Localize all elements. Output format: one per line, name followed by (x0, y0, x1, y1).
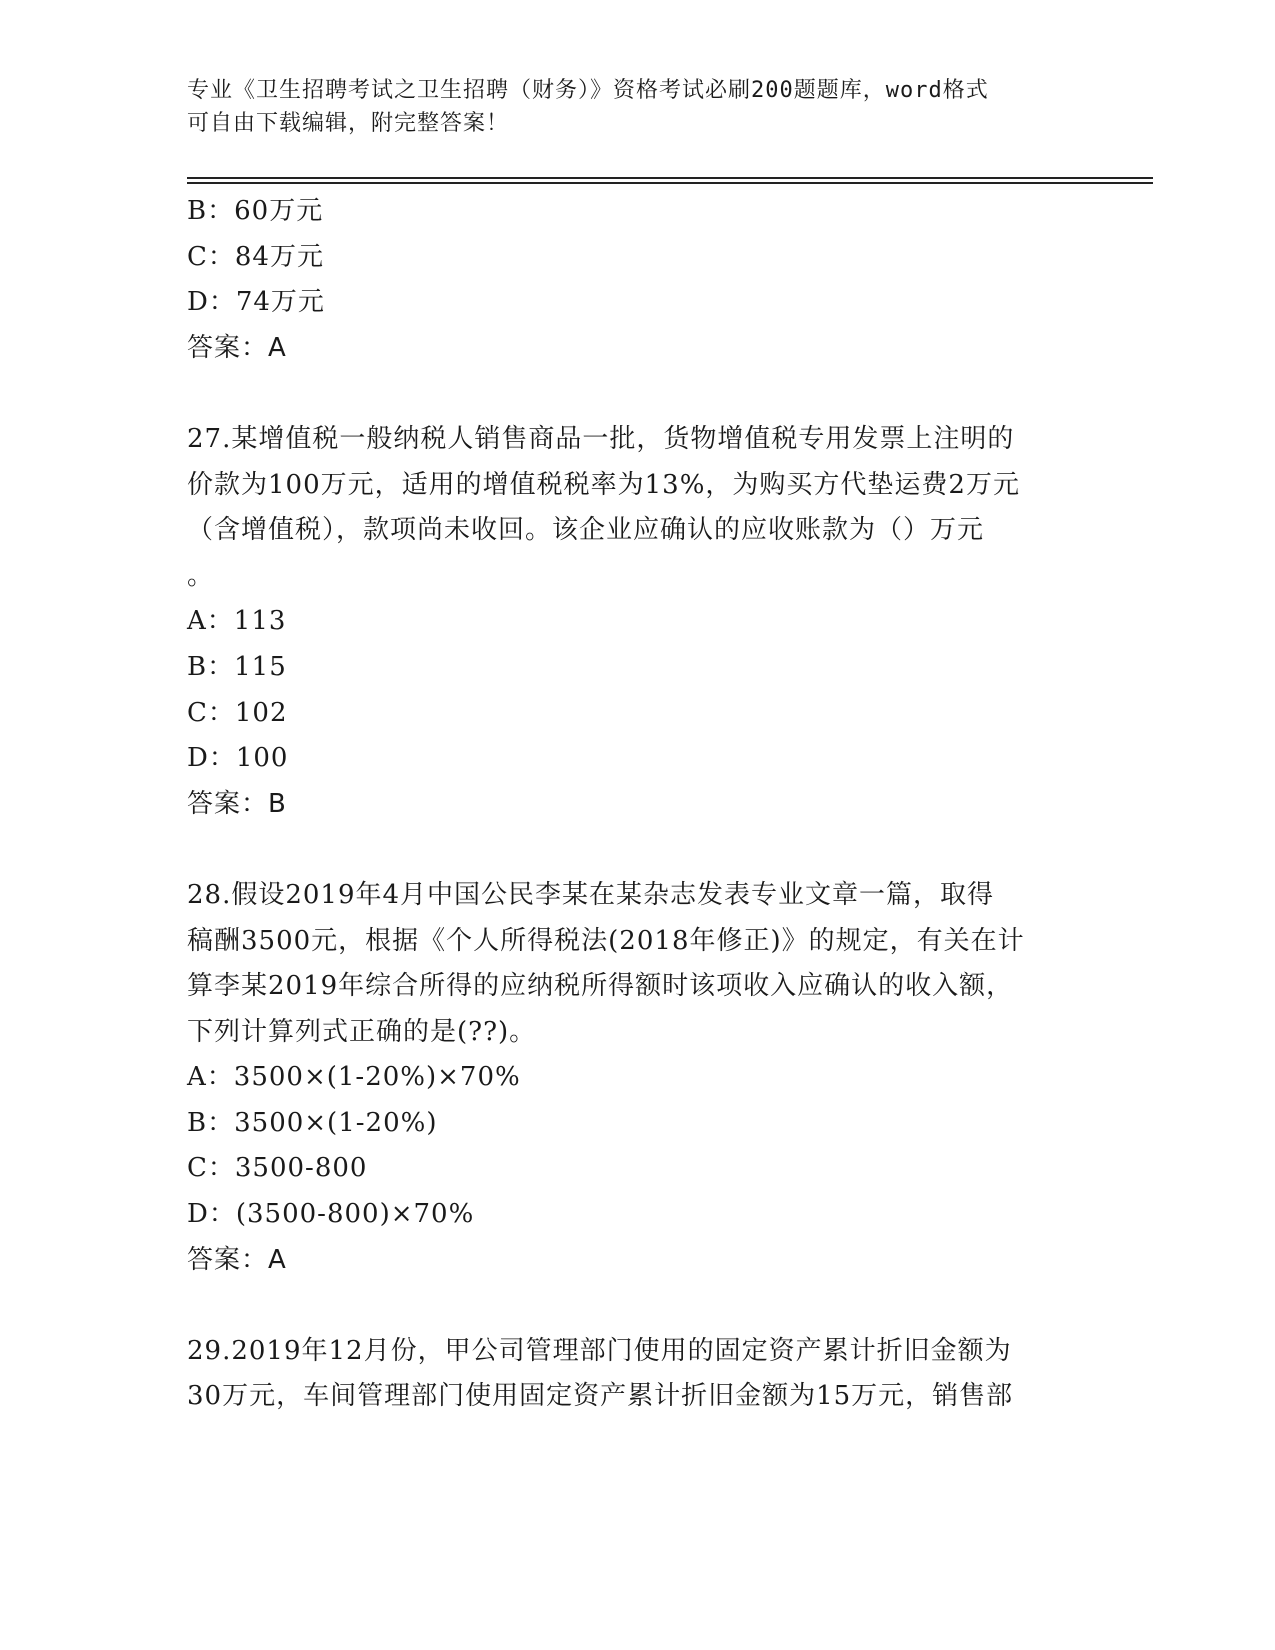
option-b: B：3500×(1-20%) (187, 1107, 438, 1138)
answer: 答案：A (187, 332, 287, 363)
question-stem-line: （含增值税），款项尚未收回。该企业应确认的应收账款为（）万元 (187, 515, 985, 546)
option-a: A：3500×(1-20%)×70% (187, 1062, 521, 1093)
question-26 (187, 189, 1087, 371)
question-28 (187, 873, 1087, 1283)
option-c: C：3500-800 (187, 1153, 368, 1184)
question-stem-line: 29.2019年12月份，甲公司管理部门使用的固定资产累计折旧金额为 (187, 1335, 1012, 1366)
option-b: B：115 (187, 651, 287, 682)
question-stem-line: 28.假设2019年4月中国公民李某在某杂志发表专业文章一篇，取得 (187, 879, 995, 910)
header-divider-bottom (187, 182, 1153, 184)
question-stem-line: 。 (187, 560, 215, 591)
document-header (187, 74, 1087, 140)
question-stem-line: 30万元，车间管理部门使用固定资产累计折旧金额为15万元，销售部 (187, 1381, 1014, 1412)
option-a: A：113 (187, 606, 287, 637)
option-c: C：84万元 (187, 241, 324, 272)
document-body (187, 189, 1087, 1420)
option-d: D：(3500-800)×70% (187, 1199, 475, 1230)
question-stem-line: 价款为100万元，适用的增值税税率为13%，为购买方代垫运费2万元 (187, 469, 1020, 500)
option-d: D：100 (187, 743, 289, 774)
option-c: C：102 (187, 697, 288, 728)
question-stem-line: 27.某增值税一般纳税人销售商品一批，货物增值税专用发票上注明的 (187, 423, 1015, 454)
question-stem-line: 算李某2019年综合所得的应纳税所得额时该项收入应确认的收入额， (187, 971, 1014, 1002)
question-27 (187, 417, 1087, 827)
option-b: B：60万元 (187, 196, 324, 226)
answer: 答案：A (187, 1244, 287, 1275)
header-line-1: 专业《卫生招聘考试之卫生招聘（财务）》资格考试必刷200题题库，word格式 (187, 78, 989, 103)
header-line-2: 可自由下载编辑，附完整答案！ (187, 111, 510, 136)
question-29 (187, 1329, 1087, 1420)
question-stem-line: 下列计算列式正确的是(??)。 (187, 1016, 537, 1047)
header-divider-top (187, 177, 1153, 179)
question-stem-line: 稿酬3500元，根据《个人所得税法(2018年修正)》的规定，有关在计 (187, 925, 1025, 956)
option-d: D：74万元 (187, 287, 325, 318)
answer: 答案：B (187, 788, 287, 819)
